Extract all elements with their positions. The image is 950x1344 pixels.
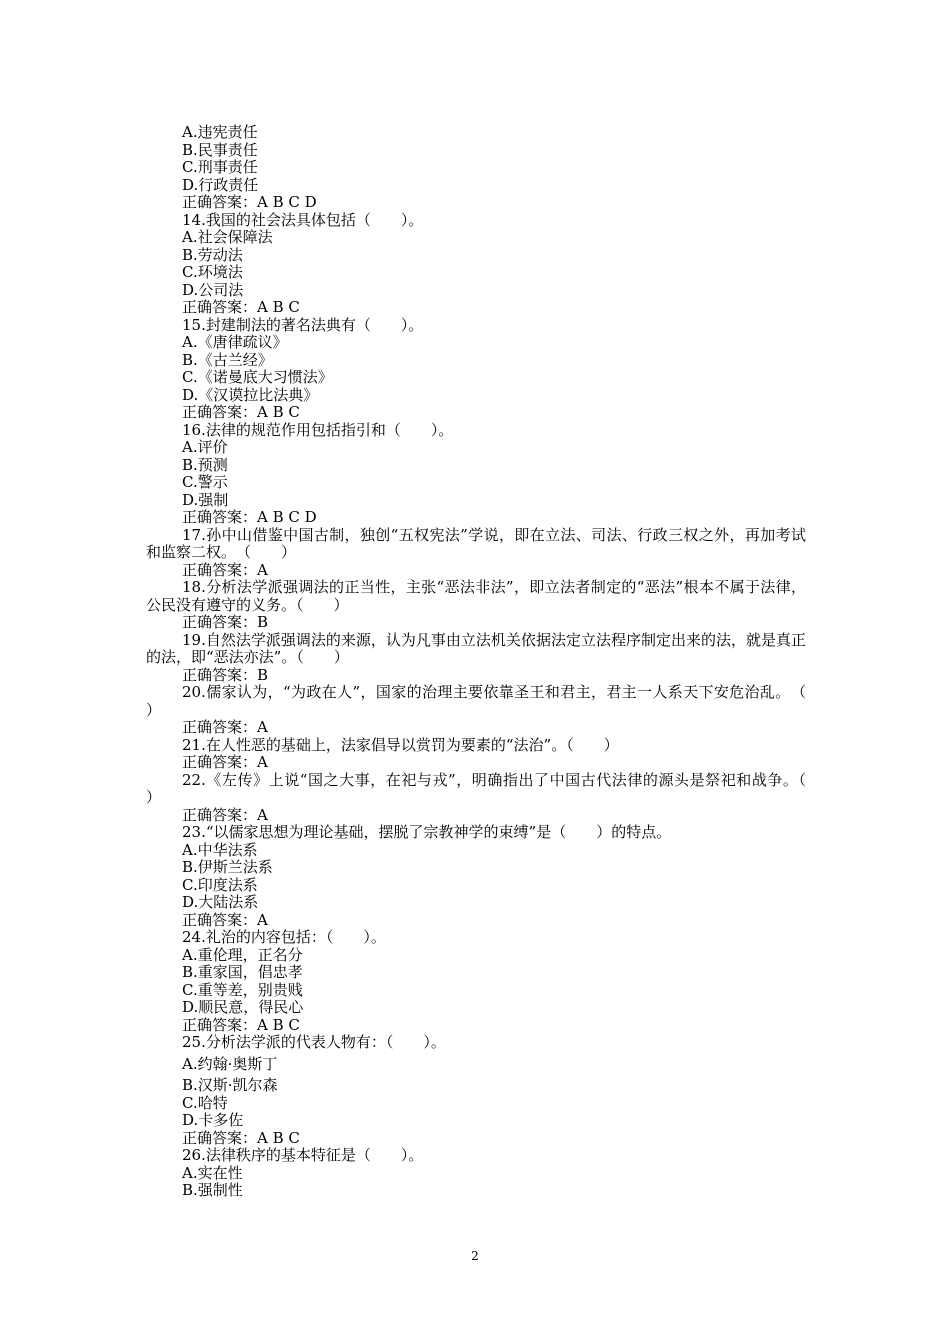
text-line: D.强制 — [182, 490, 229, 509]
text-line: C.哈特 — [182, 1093, 228, 1112]
question-line: 16.法律的规范作用包括指引和（ ）。 — [182, 420, 454, 439]
text-line: A.社会保障法 — [182, 228, 273, 246]
text-line: B.《古兰经》 — [182, 350, 273, 369]
text-line: B.汉斯·凯尔森 — [182, 1076, 278, 1094]
text-line: D.公司法 — [182, 280, 244, 299]
text-line: A.评价 — [182, 438, 228, 456]
text-line: A.重伦理，正名分 — [182, 945, 303, 964]
question-line: 15.封建制法的著名法典有（ ）。 — [182, 315, 424, 334]
text-line: C.刑事责任 — [182, 158, 258, 176]
text-line: A.中华法系 — [182, 840, 258, 859]
text-line: A.约翰·奥斯丁 — [182, 1054, 278, 1073]
text-line: B.预测 — [182, 455, 228, 474]
text-line: D.顺民意，得民心 — [182, 998, 304, 1016]
answer-line: 正确答案：A — [182, 560, 268, 579]
text-line: C.印度法系 — [182, 875, 258, 894]
text-line: A.《唐律疏议》 — [182, 333, 288, 351]
question-line: 19.自然法学派强调法的来源，认为凡事由立法机关依据法定立法程序制定出来的法，就是真正的法，即“恶法亦法”。（ ） — [146, 630, 806, 666]
text-line: B.民事责任 — [182, 140, 258, 159]
page-content — [146, 123, 837, 1200]
answer-line: 正确答案：B — [182, 613, 269, 631]
answer-line: 正确答案：A B C — [182, 1128, 300, 1147]
page-number: 2 — [471, 1249, 479, 1263]
text-line: D.《汉谟拉比法典》 — [182, 385, 319, 404]
answer-line: 正确答案：A B C D — [182, 193, 317, 211]
answer-line: 正确答案：A — [182, 805, 268, 824]
question-line: 25.分析法学派的代表人物有：（ ）。 — [182, 1033, 446, 1051]
question-line: 24.礼治的内容包括：（ ）。 — [182, 928, 386, 946]
question-line: 20.儒家认为，“为政在人”，国家的治理主要依靠圣王和君主，君主一人系天下安危治乱。 （ ） — [146, 683, 837, 719]
answer-line: 正确答案：B — [182, 665, 269, 684]
text-line: A.实在性 — [182, 1163, 243, 1182]
text-line: C.警示 — [182, 473, 228, 491]
answer-line: 正确答案：A B C — [182, 403, 300, 421]
question-line: 26.法律秩序的基本特征是（ ）。 — [182, 1146, 424, 1164]
text-line: C.环境法 — [182, 263, 243, 281]
question-line: 17.孙中山借鉴中国古制，独创“五权宪法”学说，即在立法、司法、行政三权之外，再加考试和监察二权。 （ ） — [146, 525, 806, 561]
text-line: B.强制性 — [182, 1181, 243, 1199]
text-line: C.《诺曼底大习惯法》 — [182, 368, 333, 386]
answer-line: 正确答案：A — [182, 910, 268, 929]
question-line: 18.分析法学派强调法的正当性，主张“恶法非法”，即立法者制定的“恶法”根本不属于法律，公民没有遵守的义务。（ ） — [146, 578, 806, 614]
answer-line: 正确答案：A B C D — [182, 508, 317, 526]
answer-line: 正确答案：A B C — [182, 1015, 300, 1034]
text-line: C.重等差，别贵贱 — [182, 980, 303, 999]
answer-line: 正确答案：A — [182, 718, 268, 736]
question-line: 21.在人性恶的基础上，法家倡导以赏罚为要素的“法治”。（ ） — [182, 735, 619, 754]
question-line: 23.“以儒家思想为理论基础，摆脱了宗教神学的束缚”是（ ）的特点。 — [182, 823, 672, 841]
answer-line: 正确答案：A B C — [182, 298, 300, 316]
text-line: D.卡多佐 — [182, 1111, 244, 1129]
text-line: A.违宪责任 — [182, 123, 258, 141]
question-line: 14.我国的社会法具体包括（ ）。 — [182, 210, 424, 229]
text-line: B.伊斯兰法系 — [182, 858, 273, 876]
text-line: D.行政责任 — [182, 175, 259, 194]
text-line: B.重家国，倡忠孝 — [182, 963, 303, 981]
answer-line: 正确答案：A — [182, 753, 268, 771]
question-line: 22.《左传》上说“国之大事，在祀与戎”，明确指出了中国古代法律的源头是祭祀和战争。（ ） — [146, 770, 837, 806]
text-line: D.大陆法系 — [182, 893, 259, 911]
text-line: B.劳动法 — [182, 245, 243, 264]
